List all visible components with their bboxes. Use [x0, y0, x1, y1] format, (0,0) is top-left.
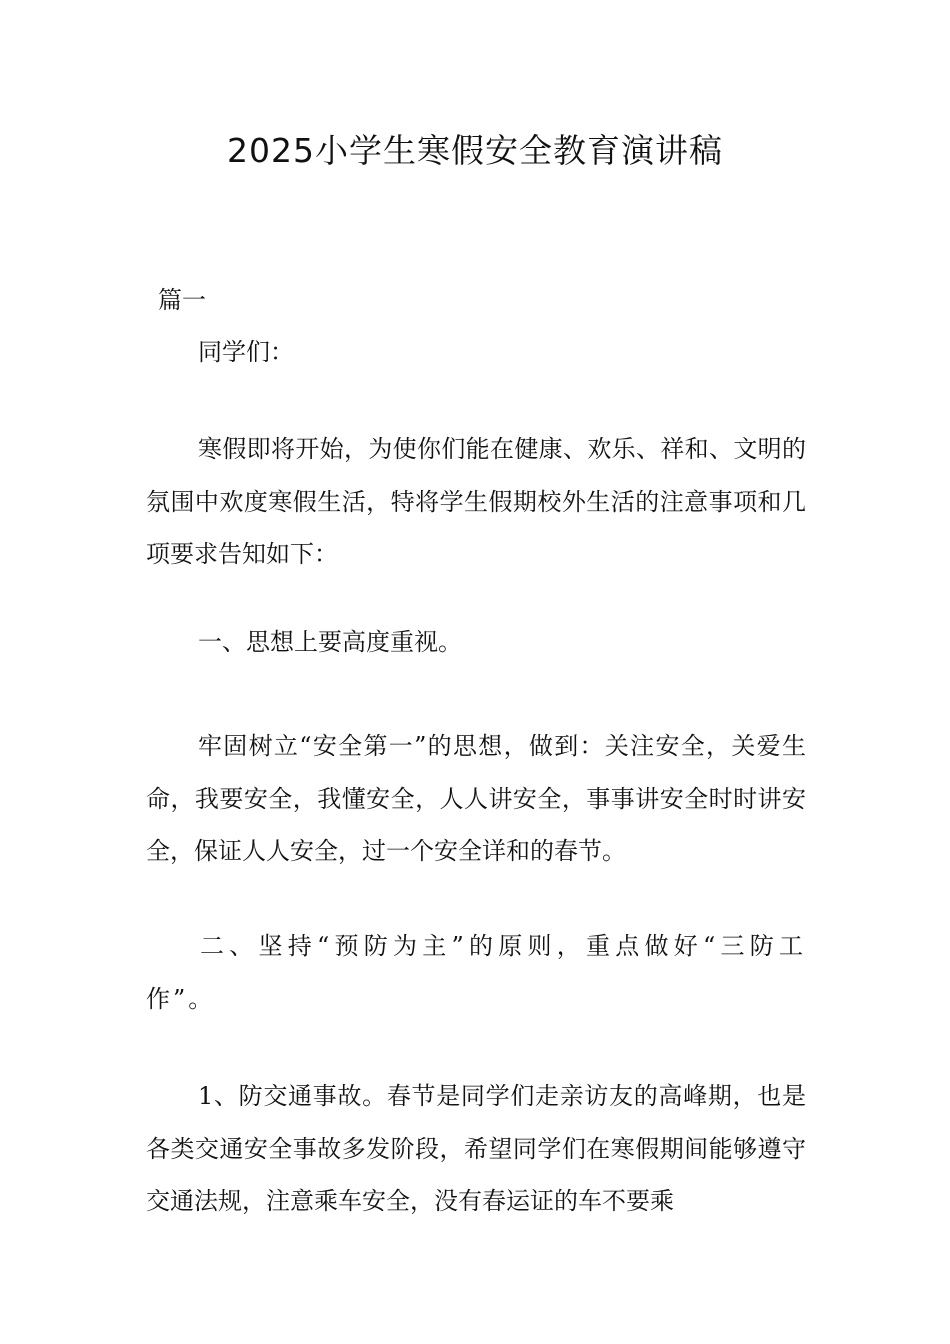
section-label: 篇一	[158, 286, 206, 314]
paragraph-intro: 寒假即将开始，为使你们能在健康、欢乐、祥和、文明的氛围中欢度寒假生活，特将学生假期校外生活的注意事项和几项要求告知如下：	[146, 435, 806, 568]
heading-section-two: 二、坚持“预防为主”的原则，重点做好“三防工作”。	[146, 932, 806, 1013]
paragraph-traffic-safety: 1、防交通事故。春节是同学们走亲访友的高峰期，也是各类交通安全事故多发阶段，希望同学们在寒假期间能够遵守交通法规，注意乘车安全，没有春运证的车不要乘	[146, 1082, 806, 1215]
salutation: 同学们：	[198, 338, 294, 366]
document-title: 2025小学生寒假安全教育演讲稿	[227, 131, 723, 170]
paragraph-safety-first: 牢固树立“安全第一”的思想，做到：关注安全，关爱生命，我要安全，我懂安全，人人讲安全，事事讲安全时时讲安全，保证人人安全，过一个安全详和的春节。	[146, 732, 806, 865]
heading-section-one: 一、思想上要高度重视。	[198, 628, 462, 656]
